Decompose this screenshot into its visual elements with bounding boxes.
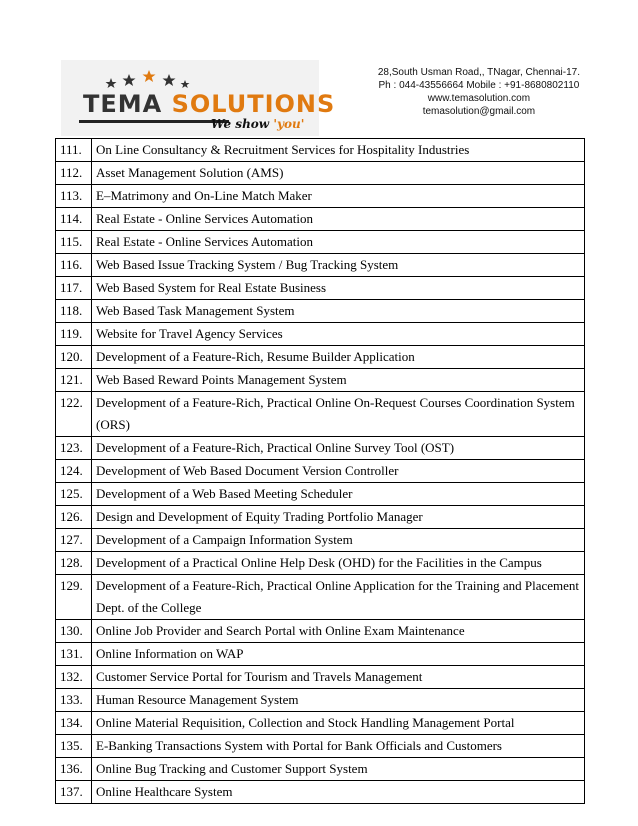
email-line: temasolution@gmail.com	[422, 106, 536, 117]
row-number: 125.	[56, 483, 92, 505]
project-title: Online Material Requisition, Collection and Stock Handling Management Portal	[96, 715, 515, 730]
table-row	[56, 620, 584, 643]
logo-name-part1: TEMA	[83, 90, 163, 118]
row-number: 124.	[56, 460, 92, 482]
table-row	[56, 529, 584, 552]
project-title: Development of a Practical Online Help Desk (OHD) for the Facilities in the Campus	[96, 555, 542, 570]
table-row	[56, 575, 584, 620]
project-title: Web Based Task Management System	[96, 303, 295, 318]
project-title: On Line Consultancy & Recruitment Services for Hospitality Industries	[96, 142, 470, 157]
phone-line: Ph : 044-43556664 Mobile : +91-8680802110	[378, 80, 580, 91]
address-line: 28,South Usman Road,, TNagar, Chennai-17.	[377, 67, 580, 78]
project-title: Development of a Feature-Rich, Practical Online Survey Tool (OST)	[96, 440, 455, 455]
project-title: Online Healthcare System	[96, 784, 233, 799]
row-number: 118.	[56, 300, 92, 322]
table-row	[56, 254, 584, 277]
project-title: Real Estate - Online Services Automation	[96, 234, 313, 249]
project-title: Customer Service Portal for Tourism and Travels Management	[96, 669, 423, 684]
row-number: 137.	[56, 781, 92, 803]
row-number: 117.	[56, 277, 92, 299]
table-row	[56, 300, 584, 323]
project-title: Asset Management Solution (AMS)	[96, 165, 284, 180]
project-title: Real Estate - Online Services Automation	[96, 211, 313, 226]
stars-icon	[103, 68, 193, 90]
table-row	[56, 460, 584, 483]
table-row	[56, 781, 584, 804]
table-row	[56, 323, 584, 346]
project-title: Web Based System for Real Estate Business	[96, 280, 327, 295]
table-row	[56, 552, 584, 575]
table-row	[56, 735, 584, 758]
table-row	[56, 643, 584, 666]
row-number: 130.	[56, 620, 92, 642]
row-number: 128.	[56, 552, 92, 574]
project-title: Online Job Provider and Search Portal with Online Exam Maintenance	[96, 623, 465, 638]
table-row	[56, 483, 584, 506]
table-row	[56, 231, 584, 254]
table-row	[56, 139, 584, 162]
table-row	[56, 666, 584, 689]
project-title: Development of a Feature-Rich, Practical Online Application for the Training and Placement Dept. of the College	[96, 578, 580, 615]
table-row	[56, 162, 584, 185]
row-number: 113.	[56, 185, 92, 207]
row-number: 136.	[56, 758, 92, 780]
row-number: 119.	[56, 323, 92, 345]
project-title: E–Matrimony and On-Line Match Maker	[96, 188, 312, 203]
company-logo	[61, 60, 336, 136]
project-title: Website for Travel Agency Services	[96, 326, 283, 341]
project-title: E-Banking Transactions System with Portal for Bank Officials and Customers	[96, 738, 502, 753]
row-number: 114.	[56, 208, 92, 230]
table-row	[56, 712, 584, 735]
row-number: 129.	[56, 575, 92, 619]
row-number: 111.	[56, 139, 92, 161]
table-row	[56, 506, 584, 529]
row-number: 132.	[56, 666, 92, 688]
project-title: Web Based Reward Points Management System	[96, 372, 347, 387]
logo-tagline-prefix: We show	[211, 117, 274, 131]
row-number: 134.	[56, 712, 92, 734]
logo-tagline	[211, 117, 304, 131]
table-row	[56, 369, 584, 392]
logo-wordmark	[83, 90, 335, 118]
project-title: Development of a Campaign Information System	[96, 532, 353, 547]
row-number: 120.	[56, 346, 92, 368]
logo-name-part2: SOLUTIONS	[171, 90, 336, 118]
row-number: 133.	[56, 689, 92, 711]
row-number: 115.	[56, 231, 92, 253]
contact-header	[378, 66, 580, 118]
table-row	[56, 277, 584, 300]
table-row	[56, 346, 584, 369]
table-row	[56, 437, 584, 460]
row-number: 123.	[56, 437, 92, 459]
project-title: Development of a Feature-Rich, Resume Builder Application	[96, 349, 415, 364]
project-title: Development of Web Based Document Version Controller	[96, 463, 399, 478]
row-number: 126.	[56, 506, 92, 528]
website-line: www.temasolution.com	[427, 93, 531, 104]
project-title: Online Bug Tracking and Customer Support System	[96, 761, 368, 776]
row-number: 131.	[56, 643, 92, 665]
table-row	[56, 185, 584, 208]
project-title: Development of a Feature-Rich, Practical Online On-Request Courses Coordination System (ORS)	[96, 395, 575, 432]
row-number: 127.	[56, 529, 92, 551]
project-title: Design and Development of Equity Trading Portfolio Manager	[96, 509, 423, 524]
project-title: Online Information on WAP	[96, 646, 244, 661]
row-number: 135.	[56, 735, 92, 757]
logo-tagline-highlight: 'you'	[273, 117, 305, 131]
project-title: Web Based Issue Tracking System / Bug Tracking System	[96, 257, 399, 272]
row-number: 112.	[56, 162, 92, 184]
table-row	[56, 758, 584, 781]
row-number: 116.	[56, 254, 92, 276]
row-number: 121.	[56, 369, 92, 391]
table-row	[56, 392, 584, 437]
project-table	[55, 138, 585, 804]
logo-swoosh	[79, 120, 229, 123]
table-row	[56, 208, 584, 231]
project-title: Development of a Web Based Meeting Scheduler	[96, 486, 353, 501]
project-title: Human Resource Management System	[96, 692, 299, 707]
table-row	[56, 689, 584, 712]
row-number: 122.	[56, 392, 92, 436]
